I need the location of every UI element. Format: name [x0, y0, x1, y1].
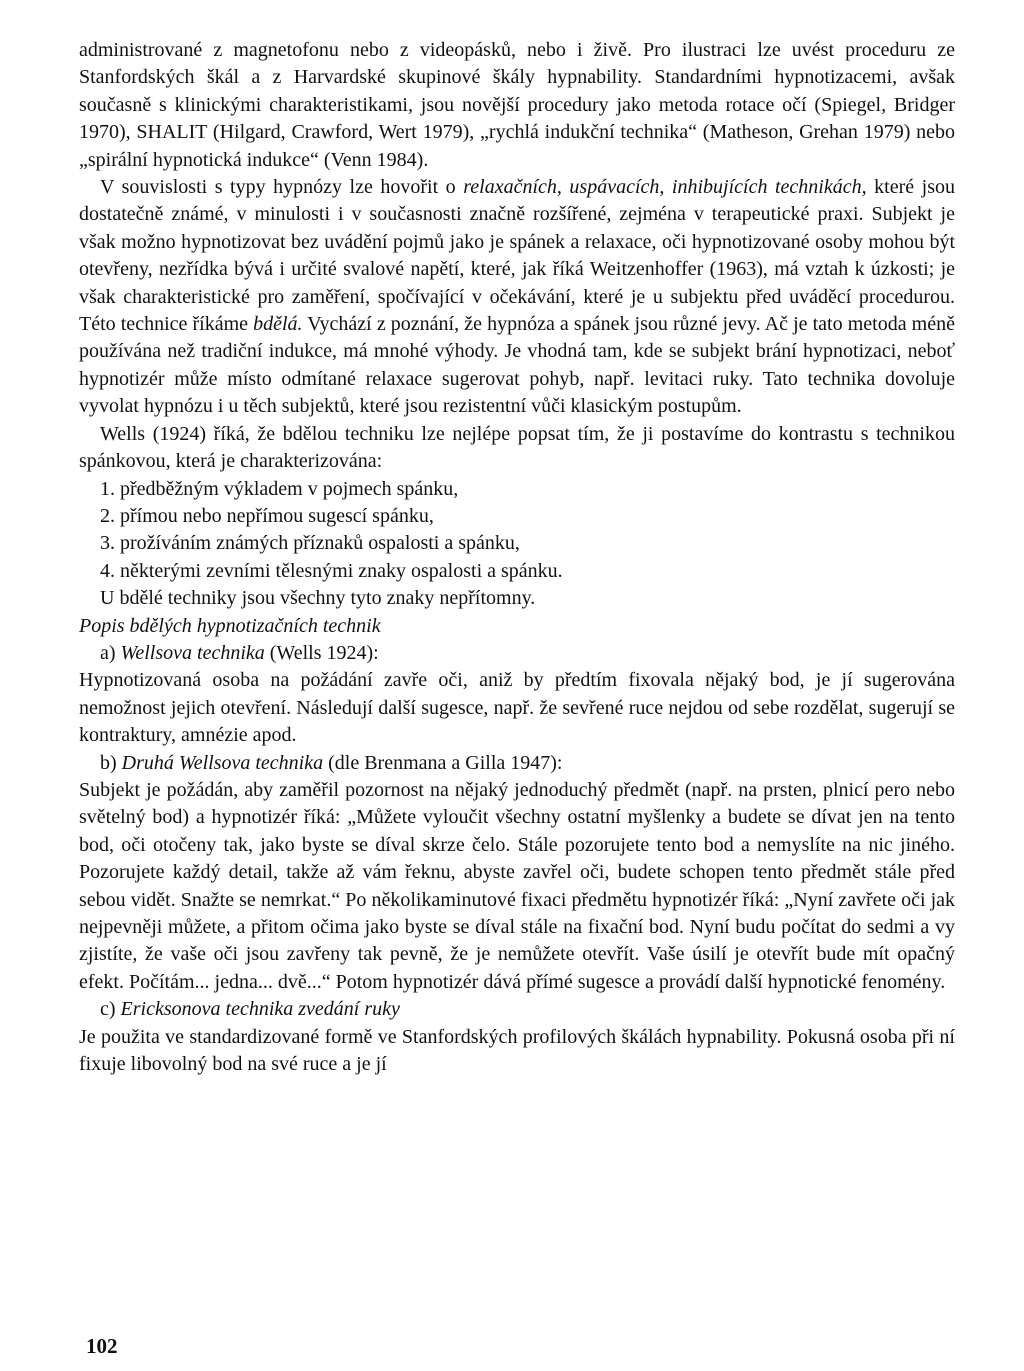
subsection-c-title [79, 996, 955, 1023]
paragraph-after-list: U bdělé techniky jsou všechny tyto znaky nepřítomny. [100, 587, 536, 610]
subsection-label: b) [100, 751, 122, 774]
list-item: 1. předběžným výkladem v pojmech spánku, [100, 477, 459, 500]
paragraph-text: Vychází z poznání, že hypnóza a spánek jsou různé jevy. Ač je tato metoda méně používána než tradiční indukce, má mnohé výhody. Je vhodná tam, kde se subjekt brání hypnotizaci, neboť hypnotizér může místo odmítané relaxace sugerovat pohyb, např. levitaci ruky. Tato technika dovoluje vyvolat hypnózu i u těch subjektů, které jsou rezistentní vůči klasickým postupům. [79, 313, 955, 418]
italic-term: relaxačních, uspávacích, inhibujících technikách, [463, 176, 867, 199]
subsection-title: Wellsova technika [120, 641, 265, 664]
numbered-list [79, 476, 955, 586]
page-number: 102 [86, 1334, 118, 1358]
subsection-b-body: Subjekt je požádán, aby zaměřil pozornost na nějaký jednoduchý předmět (např. na prsten, plnicí pero nebo světelný bod) a hypnotizér říká: „Můžete vyloučit všechny ostatní myšlenky a budete se dívat jen na tento bod, oči otočeny tak, jako byste se díval skrze čelo. Stále pozorujete tento bod a nemyslíte na nic jiného. Pozorujete každý detail, takže až vám řeknu, abyste zavřel oči, budete schopen tento předmět stále před sebou vidět. Snažte se nemrkat.“ Po několikaminutové fixaci předmětu hypnotizér říká: „Nyní zavřete oči jak nejpevněji můžete, a přitom očima jako byste se díval stále na fixační bod. Nyní budu počítat do sedmi a vy zjistíte, že vaše oči jsou zavřeny tak pevně, že je nemůžete otevřít. Vaše úsilí je otevřít bude mít opačný efekt. Počítám... jedna... dvě...“ Potom hypnotizér dává přímé sugesce a provádí další hypnotické fenomény. [79, 778, 955, 993]
subsection-title: Druhá Wellsova technika [121, 751, 324, 774]
subsection-title: Ericksonova technika zvedání ruky [120, 998, 400, 1021]
section-heading: Popis bdělých hypnotizačních technik [79, 614, 381, 637]
list-item: 2. přímou nebo nepřímou sugescí spánku, [100, 504, 434, 527]
subsection-label: a) [100, 641, 121, 664]
subsection-a-body: Hypnotizovaná osoba na požádání zavře oči, aniž by předtím fixovala nějaký bod, je jí sugerována nemožnost jejich otevření. Následují další sugesce, např. že sevřené ruce nejdou od sebe rozdělat, sugerují se kontraktury, amnézie apod. [79, 669, 955, 747]
list-item: 4. některými zevními tělesnými znaky ospalosti a spánku. [100, 559, 563, 582]
paragraph-wake-technique [79, 174, 955, 421]
subsection-b-title [79, 750, 955, 777]
paragraph-wells: Wells (1924) říká, že bdělou techniku lze nejlépe popsat tím, že ji postavíme do kontrastu s technikou spánkovou, která je charakterizována: [79, 422, 955, 473]
subsection-label: c) [100, 998, 121, 1021]
subsection-a-title [79, 640, 955, 667]
list-item: 3. prožíváním známých příznaků ospalosti a spánku, [100, 532, 520, 555]
italic-term: bdělá. [253, 313, 303, 336]
document-page [79, 37, 955, 1078]
subsection-suffix: (dle Brenmana a Gilla 1947): [323, 751, 563, 774]
subsection-suffix: (Wells 1924): [264, 641, 379, 664]
subsection-c-body: Je použita ve standardizované formě ve Stanfordských profilových škálách hypnability. Pokusná osoba při ní fixuje libovolný bod na své ruce a je jí [79, 1025, 955, 1076]
paragraph-text: V souvislosti s typy hypnózy lze hovořit o [100, 176, 464, 199]
paragraph-intro: administrované z magnetofonu nebo z videopásků, nebo i živě. Pro ilustraci lze uvést proceduru ze Stanfordských škál a z Harvardské skupinové škály hypnability. Standardními hypnotizacemi, avšak současně s klinickými charakteristikami, jsou novější procedury jako metoda rotace očí (Spiegel, Bridger 1970), SHALIT (Hilgard, Crawford, Wert 1979), „rychlá indukční technika“ (Matheson, Grehan 1979) nebo „spirální hypnotická indukce“ (Venn 1984). [79, 39, 955, 171]
paragraph-text: které jsou dostatečně známé, v minulosti i v současnosti značně rozšířené, zejména v terapeutické praxi. Subjekt je však možno hypnotizovat bez uvádění pojmů jako je spánek a relaxace, oči hypnotizované osoby mohou být otevřeny, nezřídka bývá i určité svalové napětí, které, jak říká Weitzenhoffer (1963), má vztah k úzkosti; je však charakteristické pro zaměření, spočívající v očekávání, které je u subjektu před uváděcí procedurou. Této technice říkáme [79, 176, 955, 336]
